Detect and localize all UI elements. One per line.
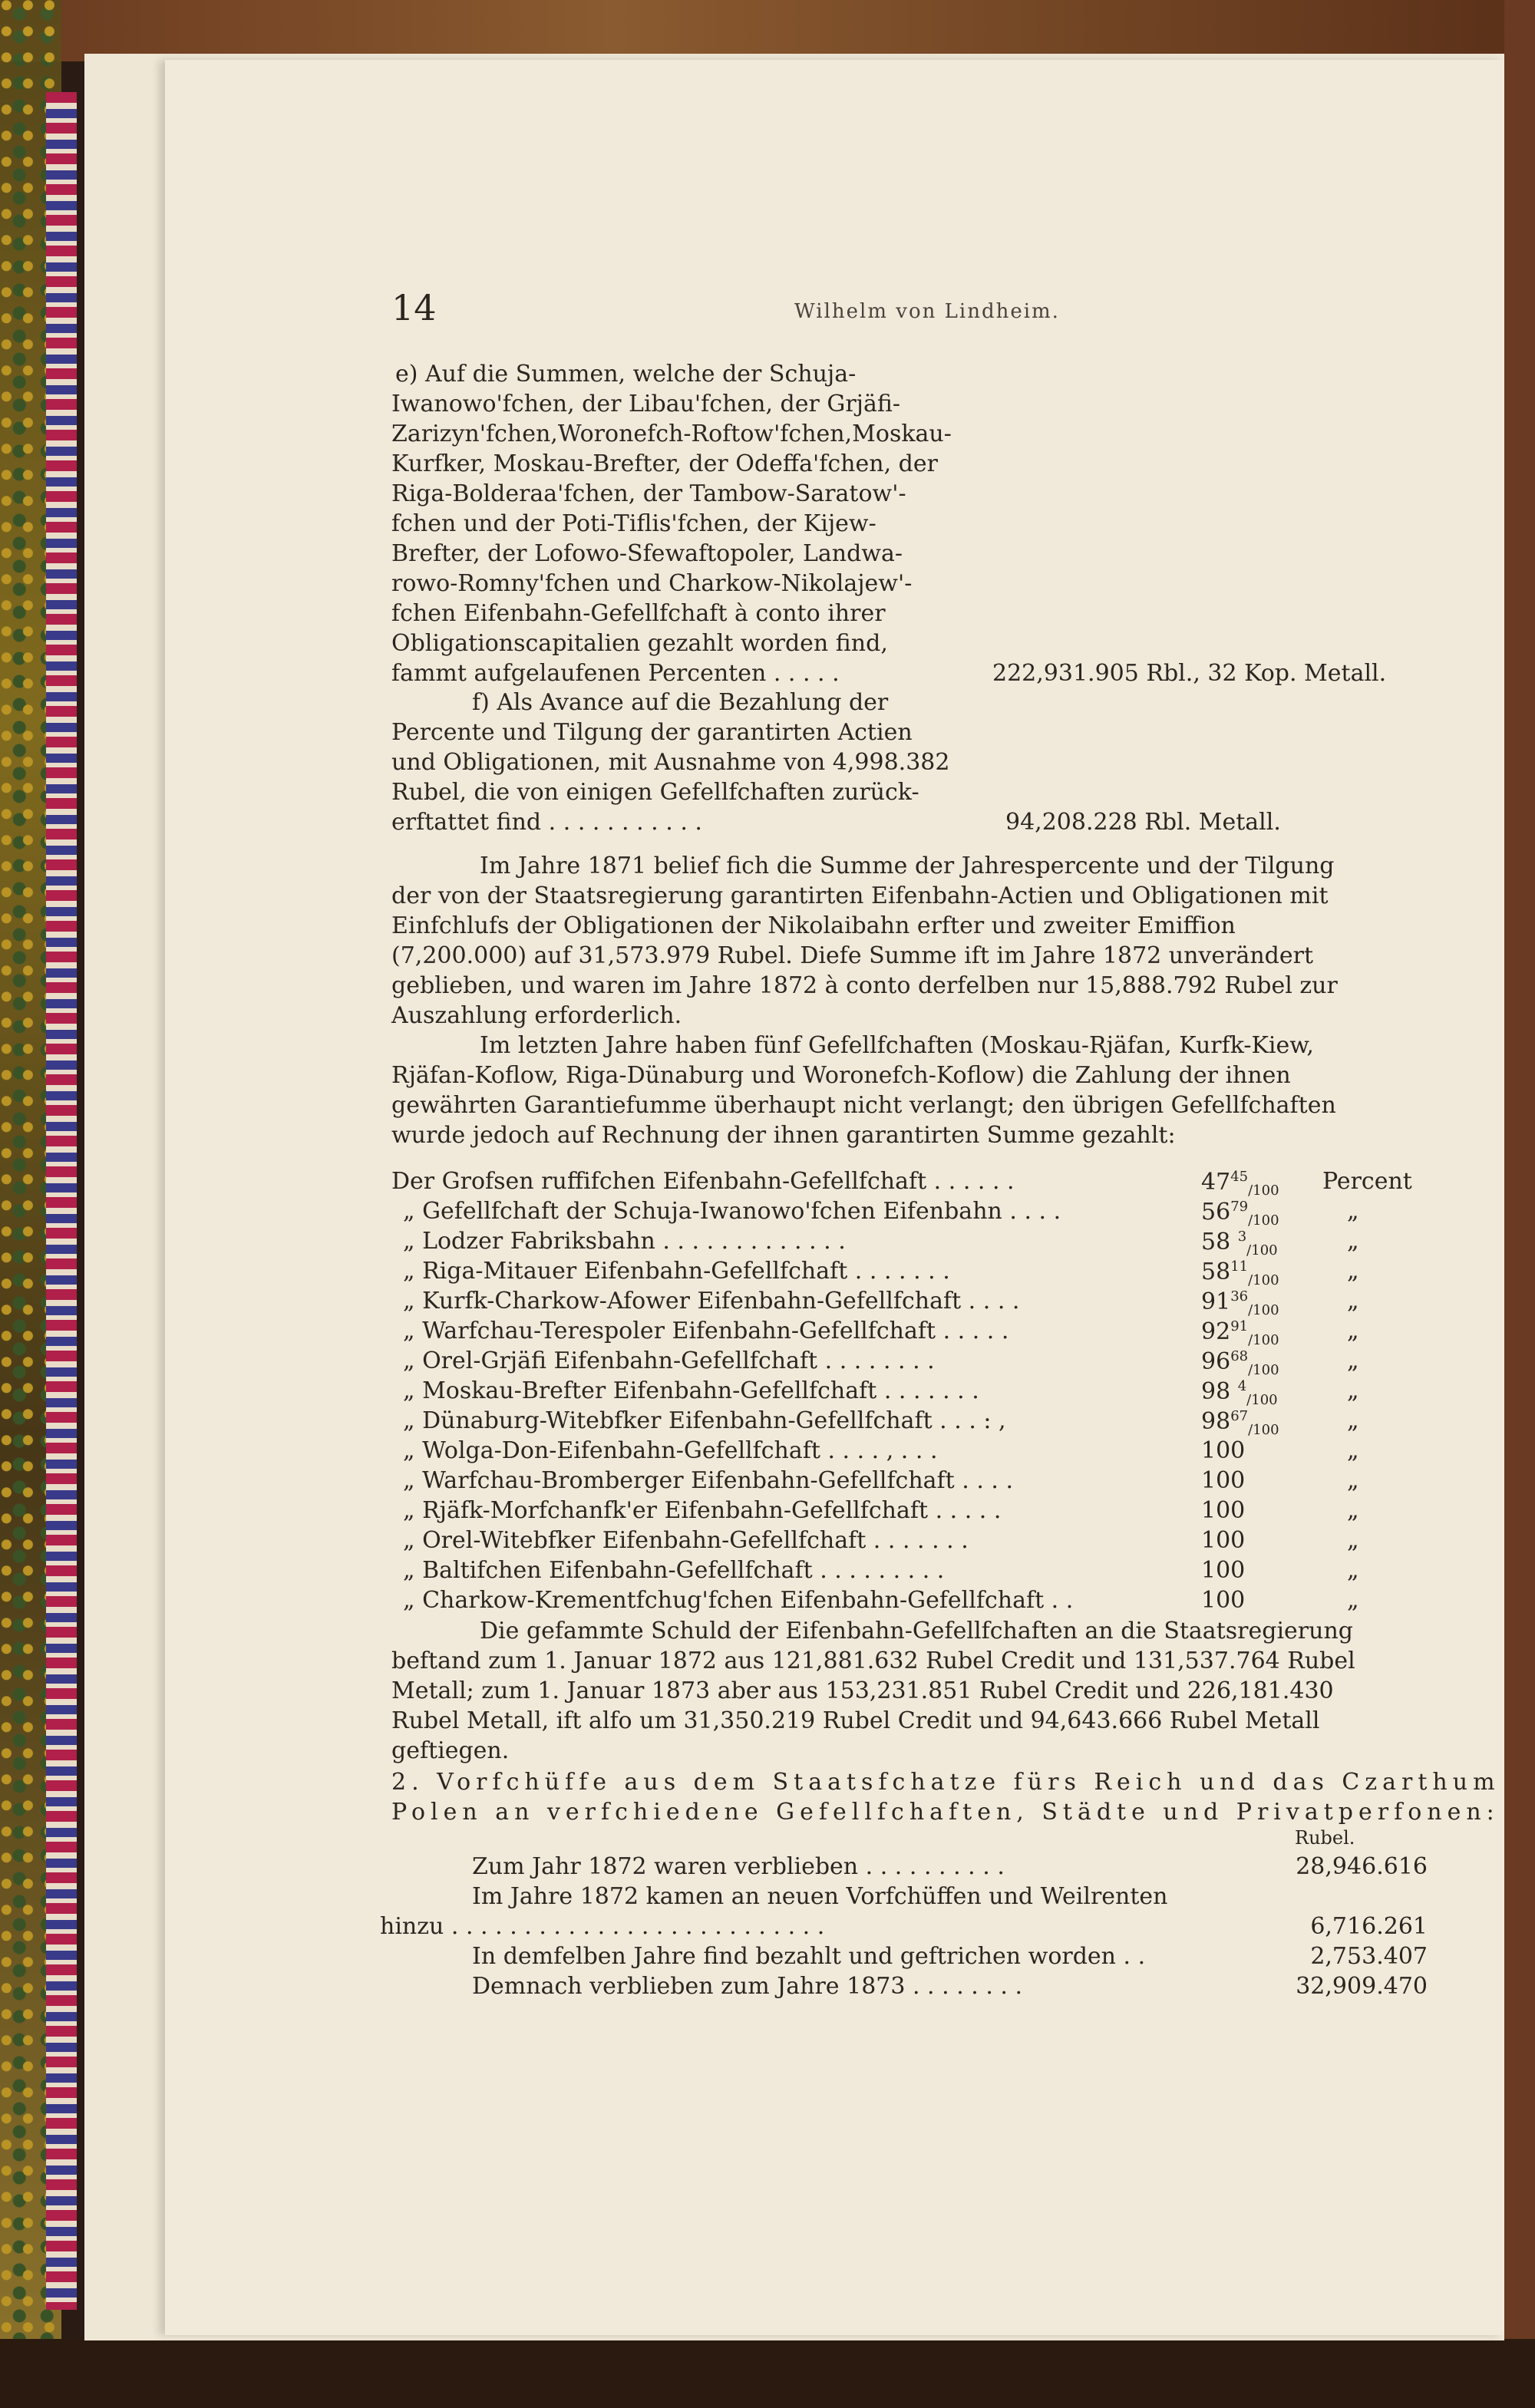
table-row-value: $98^{67}_{/100}$ xyxy=(1201,1408,1279,1438)
paragraph-line: wurde jedoch auf Rechnung der ihnen garantirten Summe gezahlt: xyxy=(391,1122,1176,1149)
table-row-name: „ Lodzer Fabriksbahn . . . . . . . . . . . . . xyxy=(403,1228,846,1255)
table-row-name: „ Wolga-Don-Eifenbahn-Gefellfchaft . . . . , . . . xyxy=(403,1437,938,1464)
table-row-value: 100 xyxy=(1201,1527,1246,1554)
paragraph-line: gewährten Garantiefumme überhaupt nicht verlangt; den übrigen Gefellfchaften xyxy=(391,1092,1336,1119)
table-row-unit: „ xyxy=(1347,1467,1359,1494)
paragraph-line: Im Jahre 1871 belief fich die Summe der Jahrespercente und der Tilgung xyxy=(480,853,1335,879)
table-row-unit: „ xyxy=(1347,1407,1359,1434)
rubel-column-label: Rubel. xyxy=(1295,1827,1355,1849)
item-e-line: Obligationscapitalien gezahlt worden find, xyxy=(391,630,888,657)
table-row-value: $56^{79}_{/100}$ xyxy=(1201,1199,1279,1229)
item-e-line: fchen Eifenbahn-Gefellfchaft à conto ihrer xyxy=(391,600,886,627)
paragraph-line: geblieben, und waren im Jahre 1872 à conto derfelben nur 15,888.792 Rubel zur xyxy=(391,972,1338,999)
item-e-line: Iwanowo'fchen, der Libau'fchen, der Grjäfi- xyxy=(391,391,901,417)
item-f-line: Percente und Tilgung der garantirten Actien xyxy=(391,719,913,746)
item-e-line: Riga-Bolderaa'fchen, der Tambow-Saratow'- xyxy=(391,480,906,507)
paragraph-line: Metall; zum 1. Januar 1873 aber aus 153,231.851 Rubel Credit und 226,181.430 xyxy=(391,1677,1334,1704)
advance-row-amount: 2,753.407 xyxy=(1310,1943,1428,1970)
table-row-value: 100 xyxy=(1201,1557,1246,1584)
item-e-line: e) Auf die Summen, welche der Schuja- xyxy=(395,361,857,388)
advance-row-text: hinzu . . . . . . . . . . . . . . . . . . . . . . . . . . xyxy=(380,1913,825,1940)
table-row-value: 58 $^3_{/100}$ xyxy=(1201,1229,1278,1258)
table-row-value: 100 xyxy=(1201,1437,1246,1464)
item-e-line: Zarizyn'fchen,Woronefch-Roftow'fchen,Moskau- xyxy=(391,421,952,447)
table-row-value: 100 xyxy=(1201,1587,1246,1614)
table-row-unit: „ xyxy=(1347,1377,1359,1404)
item-f-line: erftattet find . . . . . . . . . . . xyxy=(391,809,702,836)
table-row-name: Der Grofsen ruffifchen Eifenbahn-Gefellfchaft . . . . . . xyxy=(391,1168,1015,1195)
table-row-unit: „ xyxy=(1347,1198,1359,1225)
paragraph-line: Im letzten Jahre haben fünf Gefellfchaften (Moskau-Rjäfan, Kurfk-Kiew, xyxy=(480,1032,1314,1059)
item-e-line: Kurfker, Moskau-Brefter, der Odeffa'fchen, der xyxy=(391,450,938,477)
table-row-name: „ Moskau-Brefter Eifenbahn-Gefellfchaft . . . . . . . xyxy=(403,1377,979,1404)
table-row-unit: „ xyxy=(1347,1587,1359,1614)
table-row-unit: „ xyxy=(1347,1288,1359,1315)
page-number: 14 xyxy=(391,287,437,328)
item-f-line: und Obligationen, mit Ausnahme von 4,998.382 xyxy=(391,749,950,776)
table-row-name: „ Baltifchen Eifenbahn-Gefellfchaft . . . . . . . . . xyxy=(403,1557,945,1584)
table-row-unit: „ xyxy=(1347,1347,1359,1374)
table-row-value: $58^{11}_{/100}$ xyxy=(1201,1258,1279,1288)
table-row-unit: Percent xyxy=(1322,1168,1412,1195)
advance-row-text: Im Jahre 1872 kamen an neuen Vorfchüffen und Weilrenten xyxy=(472,1883,1168,1910)
paragraph-line: beftand zum 1. Januar 1872 aus 121,881.632 Rubel Credit und 131,537.764 Rubel xyxy=(391,1648,1355,1674)
table-row-name: „ Orel-Grjäfi Eifenbahn-Gefellfchaft . . . . . . . . xyxy=(403,1347,935,1374)
table-row-value: $47^{45}_{/100}$ xyxy=(1201,1169,1279,1199)
table-row-value: $96^{68}_{/100}$ xyxy=(1201,1348,1279,1378)
paragraph-line: Einfchlufs der Obligationen der Nikolaibahn erfter und zweiter Emiffion xyxy=(391,912,1236,939)
table-row-unit: „ xyxy=(1347,1228,1359,1255)
item-e-line: rowo-Romny'fchen und Charkow-Nikolajew'- xyxy=(391,570,913,597)
section-heading: Polen an verfchiedene Gefellfchaften, Städte und Privatperfonen: xyxy=(391,1799,1500,1826)
table-row-value: 98 $^4_{/100}$ xyxy=(1201,1378,1278,1408)
book-cover-top xyxy=(0,0,1535,61)
paragraph-line: geftiegen. xyxy=(391,1737,510,1764)
advance-row-text: Zum Jahr 1872 waren verblieben . . . . . . . . . . xyxy=(472,1853,1005,1880)
advance-row-amount: 6,716.261 xyxy=(1310,1913,1428,1940)
table-row-unit: „ xyxy=(1347,1318,1359,1344)
item-e-amount: 222,931.905 Rbl., 32 Kop. Metall. xyxy=(992,660,1387,687)
advance-row-amount: 32,909.470 xyxy=(1296,1973,1428,2000)
page-edge-marbling xyxy=(46,92,77,2310)
paragraph-line: der von der Staatsregierung garantirten Eifenbahn-Actien und Obligationen mit xyxy=(391,882,1329,909)
running-title: Wilhelm von Lindheim. xyxy=(794,300,1060,323)
advance-row-text: In demfelben Jahre find bezahlt und geftrichen worden . . xyxy=(472,1943,1146,1970)
paragraph-line: Auszahlung erforderlich. xyxy=(391,1002,682,1029)
item-e-line: Brefter, der Lofowo-Sfewaftopoler, Landwa- xyxy=(391,540,903,567)
table-row-name: „ Dünaburg-Witebfker Eifenbahn-Gefellfchaft . . . : , xyxy=(403,1407,1006,1434)
table-row-unit: „ xyxy=(1347,1497,1359,1524)
item-e-line: fchen und der Poti-Tiflis'fchen, der Kijew- xyxy=(391,510,876,537)
paragraph-line: (7,200.000) auf 31,573.979 Rubel. Diefe Summe ift im Jahre 1872 unverändert xyxy=(391,942,1314,969)
item-f-line: f) Als Avance auf die Bezahlung der xyxy=(472,689,889,716)
advance-row-amount: 28,946.616 xyxy=(1296,1853,1428,1880)
table-row-name: „ Warfchau-Terespoler Eifenbahn-Gefellfchaft . . . . . xyxy=(403,1318,1009,1344)
table-row-name: „ Charkow-Krementfchug'fchen Eifenbahn-Gefellfchaft . . xyxy=(403,1587,1074,1614)
table-row-value: 100 xyxy=(1201,1467,1246,1494)
paragraph-line: Rjäfan-Koflow, Riga-Dünaburg und Woronefch-Koflow) die Zahlung der ihnen xyxy=(391,1062,1291,1089)
advance-row-text: Demnach verblieben zum Jahre 1873 . . . . . . . . xyxy=(472,1973,1023,2000)
table-row-unit: „ xyxy=(1347,1557,1359,1584)
table-row-value: $91^{36}_{/100}$ xyxy=(1201,1288,1279,1318)
table-row-unit: „ xyxy=(1347,1527,1359,1554)
table-row-name: „ Warfchau-Bromberger Eifenbahn-Gefellfchaft . . . . xyxy=(403,1467,1013,1494)
item-f-amount: 94,208.228 Rbl. Metall. xyxy=(1005,809,1281,836)
item-e-line: fammt aufgelaufenen Percenten . . . . . xyxy=(391,660,840,687)
paragraph-line: Die gefammte Schuld der Eifenbahn-Gefellfchaften an die Staatsregierung xyxy=(480,1618,1353,1644)
table-row-name: „ Kurfk-Charkow-Afower Eifenbahn-Gefellfchaft . . . . xyxy=(403,1288,1020,1315)
table-row-value: 100 xyxy=(1201,1497,1246,1524)
book-cover-bottom xyxy=(0,2339,1535,2408)
table-row-unit: „ xyxy=(1347,1258,1359,1285)
section-heading: 2. Vorfchüffe aus dem Staatsfchatze fürs Reich und das Czarthum xyxy=(391,1769,1500,1796)
table-row-name: „ Gefellfchaft der Schuja-Iwanowo'fchen Eifenbahn . . . . xyxy=(403,1198,1061,1225)
table-row-value: $92^{91}_{/100}$ xyxy=(1201,1318,1279,1348)
item-f-line: Rubel, die von einigen Gefellfchaften zurück- xyxy=(391,779,919,806)
book-cover-right xyxy=(1504,0,1535,2408)
paragraph-line: Rubel Metall, ift alfo um 31,350.219 Rubel Credit und 94,643.666 Rubel Metall xyxy=(391,1707,1320,1734)
table-row-unit: „ xyxy=(1347,1437,1359,1464)
table-row-name: „ Rjäfk-Morfchanfk'er Eifenbahn-Gefellfchaft . . . . . xyxy=(403,1497,1002,1524)
table-row-name: „ Riga-Mitauer Eifenbahn-Gefellfchaft . . . . . . . xyxy=(403,1258,950,1285)
book-page xyxy=(165,60,1504,2335)
table-row-name: „ Orel-Witebfker Eifenbahn-Gefellfchaft . . . . . . . xyxy=(403,1527,969,1554)
